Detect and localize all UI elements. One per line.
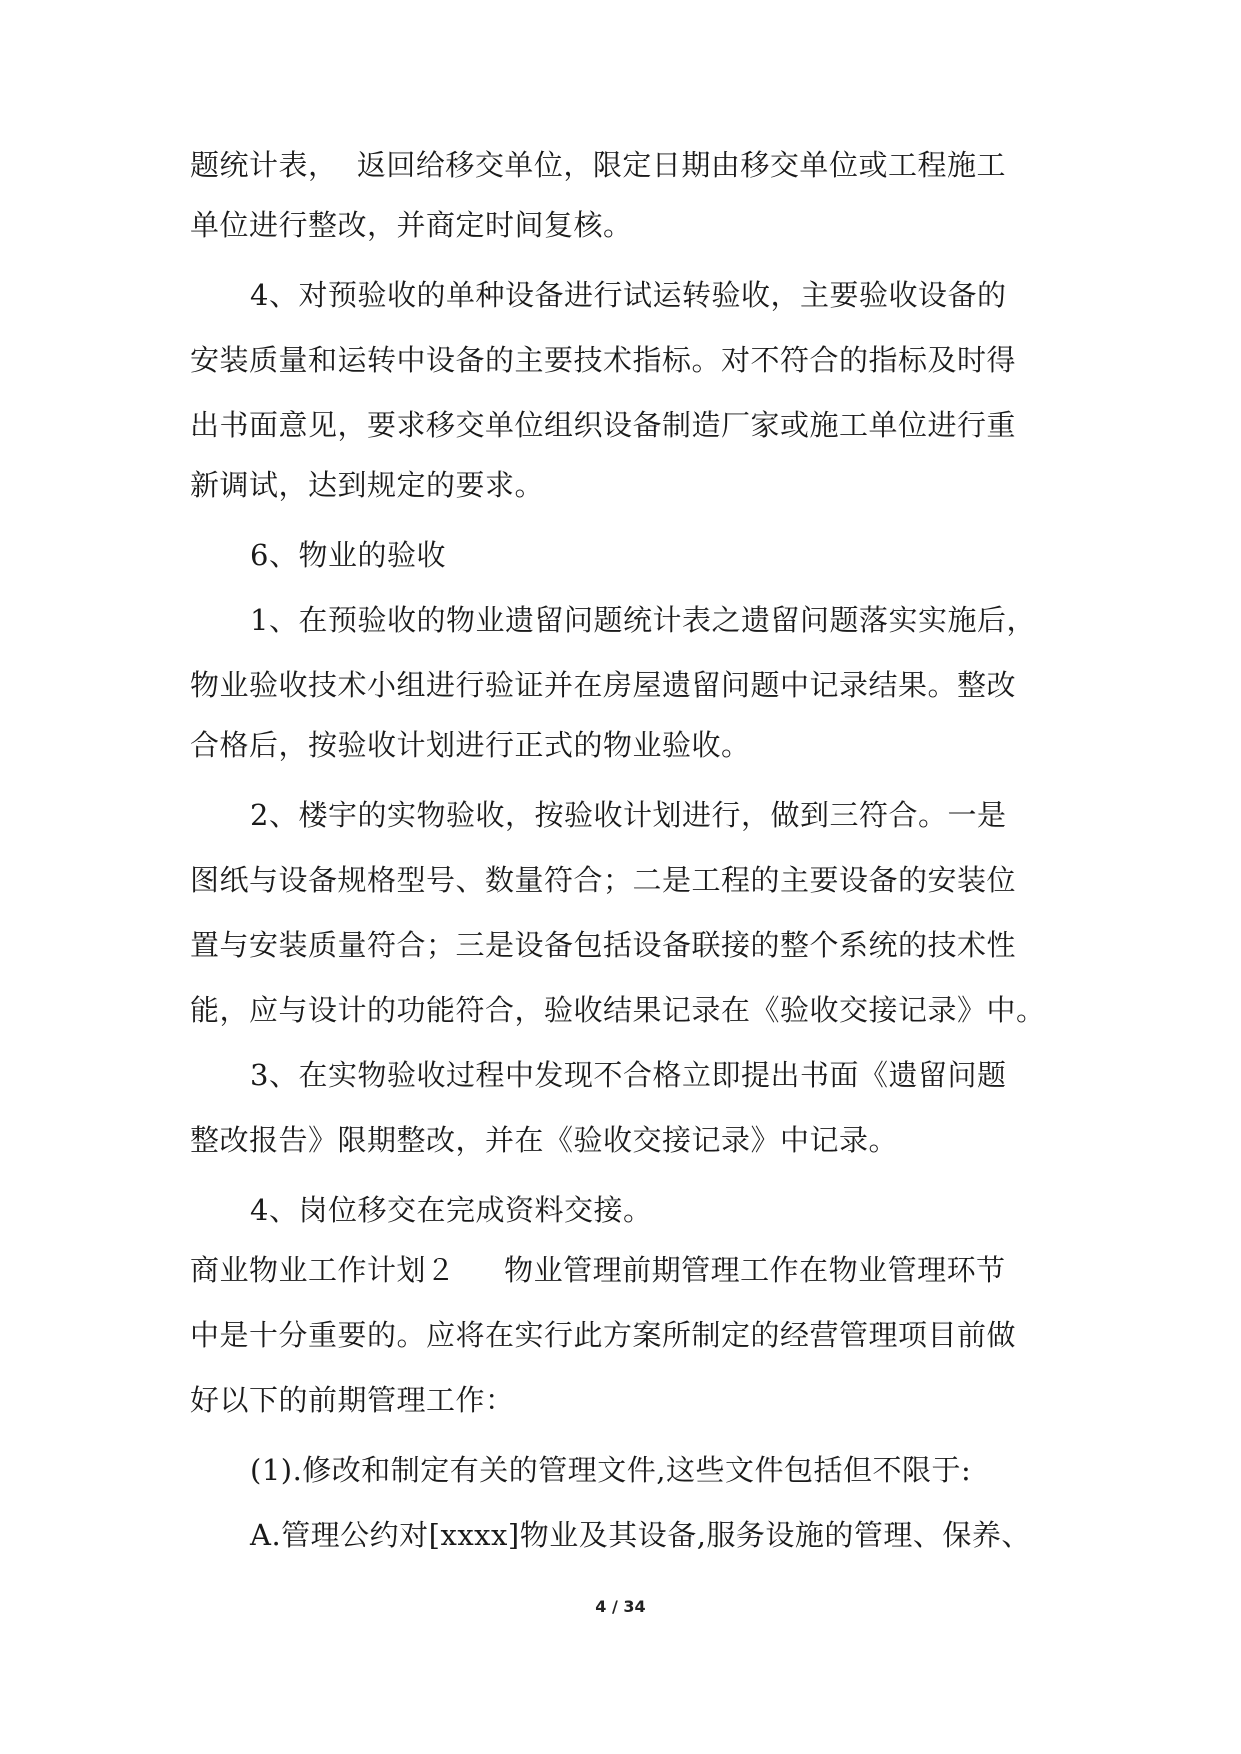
text-line: 商业物业工作计划２ 物业管理前期管理工作在物业管理环节: [190, 1253, 1006, 1287]
text-line: 能，应与设计的功能符合，验收结果记录在《验收交接记录》中。: [190, 993, 1046, 1027]
text-line: 合格后，按验收计划进行正式的物业验收。: [190, 728, 751, 762]
paragraph-line: A.管理公约对[xxxx]物业及其设备,服务设施的管理、保养、: [250, 1518, 1031, 1552]
text-line: 安装质量和运转中设备的主要技术指标。对不符合的指标及时得: [190, 343, 1017, 377]
text-line: 整改报告》限期整改，并在《验收交接记录》中记录。: [190, 1123, 899, 1157]
paragraph-line: 3、在实物验收过程中发现不合格立即提出书面《遗留问题: [250, 1058, 1007, 1092]
page-number: 4 / 34: [595, 1597, 646, 1616]
text-line: 题统计表， 返回给移交单位，限定日期由移交单位或工程施工: [190, 148, 1006, 182]
text-line: 置与安装质量符合；三是设备包括设备联接的整个系统的技术性: [190, 928, 1017, 962]
section-heading: 6、物业的验收: [250, 538, 446, 572]
text-line: 物业验收技术小组进行验证并在房屋遗留问题中记录结果。整改: [190, 668, 1017, 702]
text-line: 新调试，达到规定的要求。: [190, 468, 545, 502]
text-line: 好以下的前期管理工作：: [190, 1383, 515, 1417]
text-line: 中是十分重要的。应将在实行此方案所制定的经营管理项目前做: [190, 1318, 1017, 1352]
paragraph-line: 2、楼宇的实物验收，按验收计划进行，做到三符合。一是: [250, 798, 1007, 832]
paragraph-line: 4、岗位移交在完成资料交接。: [250, 1193, 653, 1227]
paragraph-line: 1、在预验收的物业遗留问题统计表之遗留问题落实实施后，: [250, 603, 1036, 637]
paragraph-line: (1).修改和制定有关的管理文件,这些文件包括但不限于:: [250, 1453, 972, 1487]
text-line: 出书面意见，要求移交单位组织设备制造厂家或施工单位进行重: [190, 408, 1017, 442]
paragraph-line: 4、对预验收的单种设备进行试运转验收，主要验收设备的: [250, 278, 1007, 312]
text-line: 图纸与设备规格型号、数量符合；二是工程的主要设备的安装位: [190, 863, 1017, 897]
text-line: 单位进行整改，并商定时间复核。: [190, 208, 633, 242]
